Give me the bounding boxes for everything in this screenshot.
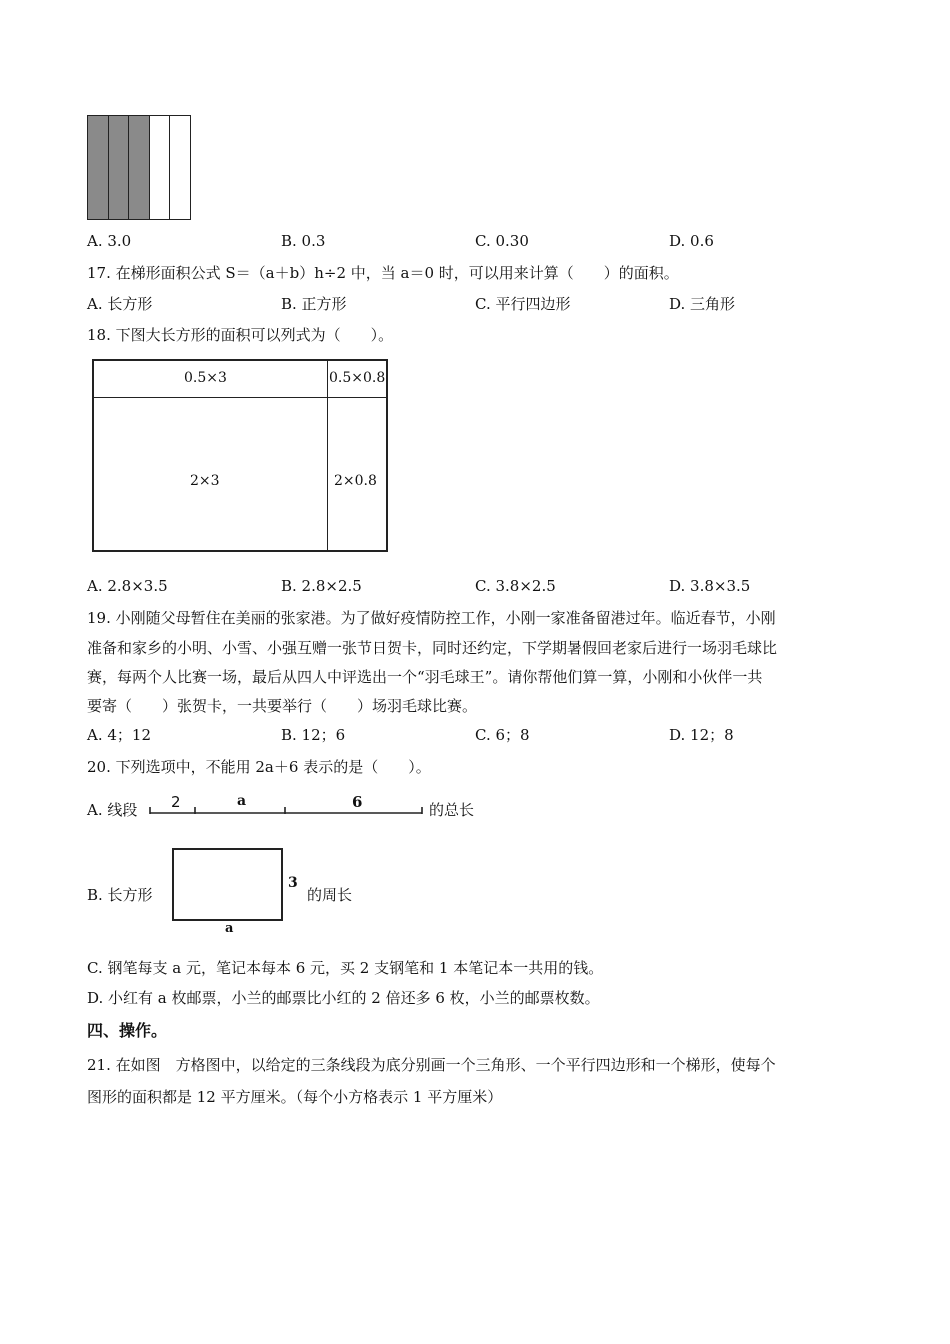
cell-top-right: 0.5×0.8	[329, 370, 386, 386]
q17-option-c[interactable]: C. 平行四边形	[475, 295, 571, 313]
q17-option-a[interactable]: A. 长方形	[87, 295, 153, 313]
q20-option-a-suffix: 的总长	[429, 801, 475, 819]
q20-option-d[interactable]: D. 小红有 a 枚邮票，小兰的邮票比小红的 2 倍还多 6 枚，小兰的邮票枚数。	[87, 989, 600, 1007]
cell-bottom-left: 2×3	[190, 473, 220, 489]
area-rectangle-figure	[92, 359, 388, 552]
filled-strip	[109, 116, 130, 219]
q19-option-b[interactable]: B. 12；6	[281, 726, 346, 744]
q16-option-a[interactable]: A. 3.0	[87, 232, 132, 250]
q21-line-1: 21. 在如图 方格图中，以给定的三条线段为底分别画一个三角形、一个平行四边形和一个梯形，使每个	[87, 1056, 776, 1074]
q19-line-1: 19. 小刚随父母暂住在美丽的张家港。为了做好疫情防控工作，小刚一家准备留港过年。临近春节，小刚	[87, 609, 776, 627]
q17-option-d[interactable]: D. 三角形	[669, 295, 736, 313]
filled-strip	[88, 116, 109, 219]
q19-line-4: 要寄（ ）张贺卡，一共要举行（ ）场羽毛球比赛。	[87, 697, 478, 715]
segment-label-2: 2	[171, 793, 181, 811]
q19-option-d[interactable]: D. 12；8	[669, 726, 734, 744]
segment-figure	[148, 794, 424, 818]
q19-option-a[interactable]: A. 4；12	[87, 726, 151, 744]
q16-option-b[interactable]: B. 0.3	[281, 232, 326, 250]
q20-option-c[interactable]: C. 钢笔每支 a 元，笔记本每本 6 元，买 2 支钢笔和 1 本笔记本一共用的钱。	[87, 959, 604, 977]
q16-option-c[interactable]: C. 0.30	[475, 232, 529, 250]
q18-question: 18. 下图大长方形的面积可以列式为（ ）。	[87, 326, 394, 344]
vertical-divider	[327, 361, 328, 550]
fraction-strip-figure	[87, 115, 191, 220]
q21-line-2: 图形的面积都是 12 平方厘米。（每个小方格表示 1 平方厘米）	[87, 1088, 503, 1106]
q19-option-c[interactable]: C. 6；8	[475, 726, 530, 744]
empty-strip	[170, 116, 190, 219]
q17-option-b[interactable]: B. 正方形	[281, 295, 347, 313]
q20-option-b-suffix: 的周长	[307, 886, 353, 904]
q17-question: 17. 在梯形面积公式 S＝（a＋b）h÷2 中，当 a＝0 时，可以用来计算（ ）的面积。	[87, 264, 679, 282]
rect-side-label: 3	[288, 875, 298, 891]
segment-label-6: 6	[352, 793, 363, 811]
section-title: 四、操作。	[87, 1021, 168, 1040]
empty-strip	[150, 116, 171, 219]
q20-option-b-prefix[interactable]: B. 长方形	[87, 886, 153, 904]
q18-option-c[interactable]: C. 3.8×2.5	[475, 577, 556, 595]
q20-question: 20. 下列选项中，不能用 2a＋6 表示的是（ ）。	[87, 758, 431, 776]
rect-bottom-label: a	[225, 921, 234, 936]
segment-label-a: a	[237, 793, 247, 809]
q20-option-a-prefix[interactable]: A. 线段	[87, 801, 138, 819]
filled-strip	[129, 116, 150, 219]
horizontal-divider	[94, 397, 386, 398]
q18-option-d[interactable]: D. 3.8×3.5	[669, 577, 751, 595]
q18-option-b[interactable]: B. 2.8×2.5	[281, 577, 362, 595]
q18-option-a[interactable]: A. 2.8×3.5	[87, 577, 168, 595]
cell-top-left: 0.5×3	[184, 370, 227, 386]
cell-bottom-right: 2×0.8	[334, 473, 377, 489]
q19-line-2: 准备和家乡的小明、小雪、小强互赠一张节日贺卡，同时还约定，下学期暑假回老家后进行一场羽毛球比	[87, 639, 778, 657]
q19-line-3: 赛，每两个人比赛一场，最后从四人中评选出一个“羽毛球王”。请你帮他们算一算，小刚和小伙伴一共	[87, 668, 763, 686]
rectangle-figure	[172, 848, 283, 921]
q16-option-d[interactable]: D. 0.6	[669, 232, 714, 250]
